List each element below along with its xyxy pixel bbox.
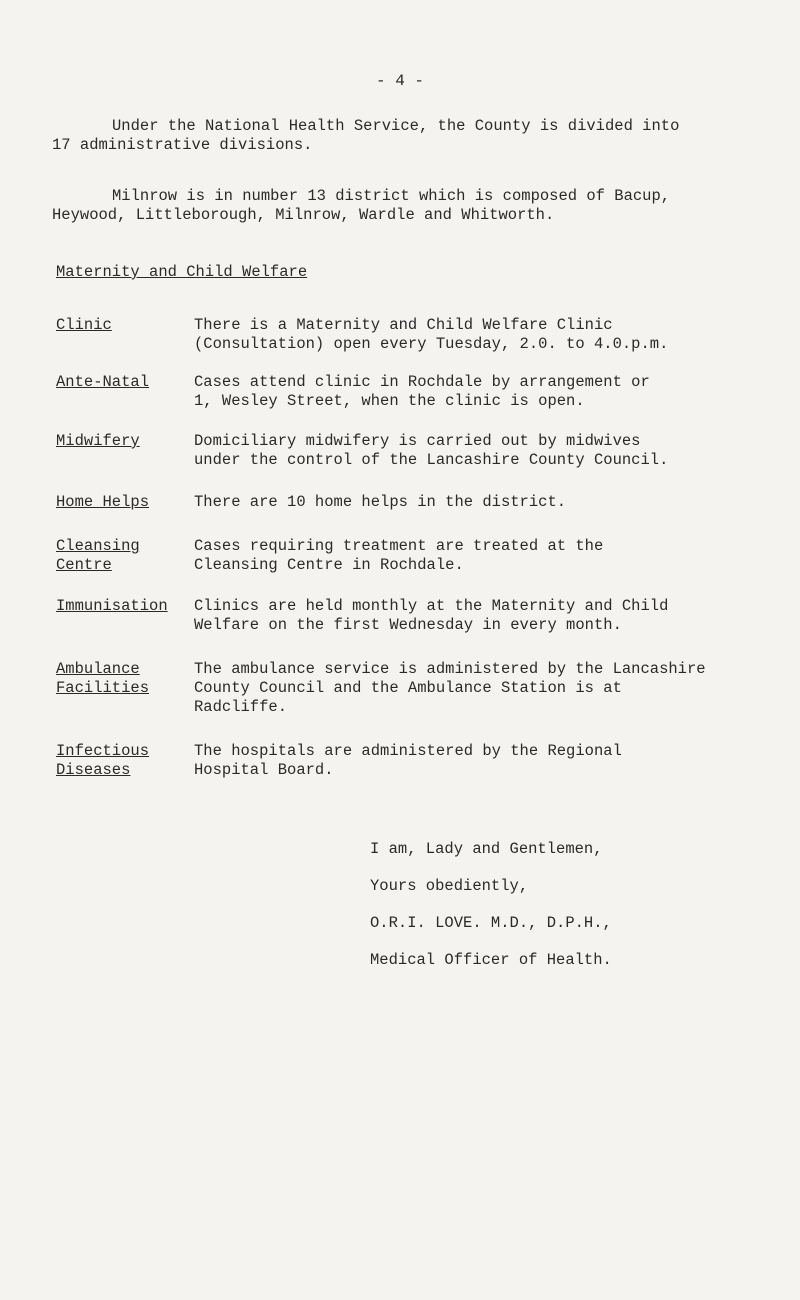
section-text-line: Radcliffe. <box>194 698 288 716</box>
closing-valediction: Yours obediently, <box>370 877 529 895</box>
section-label <box>56 660 186 698</box>
section-label <box>56 597 186 616</box>
section-text <box>194 432 774 470</box>
section-label-line: Clinic <box>56 316 112 334</box>
intro-line: 17 administrative divisions. <box>52 136 313 154</box>
section-text <box>194 537 774 575</box>
section-label-line: Home Helps <box>56 493 150 511</box>
closing-salutation: I am, Lady and Gentlemen, <box>370 840 603 858</box>
section-text-line: Clinics are held monthly at the Maternity and Child <box>194 597 669 615</box>
section-text-line: The hospitals are administered by the Regional <box>194 742 622 760</box>
section-label <box>56 316 186 335</box>
section-label <box>56 742 186 780</box>
section-text-line: (Consultation) open every Tuesday, 2.0. to 4.0.p.m. <box>194 335 669 353</box>
district-line: Heywood, Littleborough, Milnrow, Wardle and Whitworth. <box>52 206 555 224</box>
section-label-line: Diseases <box>56 761 131 779</box>
section-label-line: Ante-Natal <box>56 373 150 391</box>
section-label <box>56 493 186 512</box>
section-text <box>194 493 774 512</box>
section-label <box>56 373 186 392</box>
section-label <box>56 432 186 451</box>
section-label-line: Infectious <box>56 742 150 760</box>
section-text-line: Welfare on the first Wednesday in every month. <box>194 616 622 634</box>
section-text-line: Cases attend clinic in Rochdale by arrangement or <box>194 373 650 391</box>
section-label <box>56 537 186 575</box>
intro-line: Under the National Health Service, the County is divided into <box>112 117 680 135</box>
section-label-line: Midwifery <box>56 432 140 450</box>
section-text <box>194 373 774 411</box>
intro-paragraph <box>52 117 732 155</box>
section-label-line: Centre <box>56 556 112 574</box>
section-label-line: Immunisation <box>56 597 168 615</box>
section-label-line: Ambulance <box>56 660 140 678</box>
section-label-line: Facilities <box>56 679 150 697</box>
section-text <box>194 660 774 717</box>
closing-signature: O.R.I. LOVE. M.D., D.P.H., <box>370 914 612 932</box>
section-text-line: County Council and the Ambulance Station is at <box>194 679 622 697</box>
section-text <box>194 597 774 635</box>
closing-block <box>310 840 770 970</box>
section-label-line: Cleansing <box>56 537 140 555</box>
section-text <box>194 316 774 354</box>
section-text-line: The ambulance service is administered by the Lancashire <box>194 660 706 678</box>
district-line: Milnrow is in number 13 district which is composed of Bacup, <box>112 187 671 205</box>
section-text-line: Cleansing Centre in Rochdale. <box>194 556 464 574</box>
section-text-line: There is a Maternity and Child Welfare Clinic <box>194 316 613 334</box>
page-number: - 4 - <box>375 72 424 90</box>
section-text-line: 1, Wesley Street, when the clinic is open. <box>194 392 585 410</box>
section-text-line: Hospital Board. <box>194 761 334 779</box>
section-text-line: under the control of the Lancashire County Council. <box>194 451 669 469</box>
section-text-line: There are 10 home helps in the district. <box>194 493 567 511</box>
section-text <box>194 742 774 780</box>
section-heading: Maternity and Child Welfare <box>56 263 308 281</box>
section-text-line: Domiciliary midwifery is carried out by midwives <box>194 432 641 450</box>
district-paragraph <box>52 187 732 225</box>
closing-title: Medical Officer of Health. <box>370 951 612 969</box>
section-text-line: Cases requiring treatment are treated at the <box>194 537 604 555</box>
